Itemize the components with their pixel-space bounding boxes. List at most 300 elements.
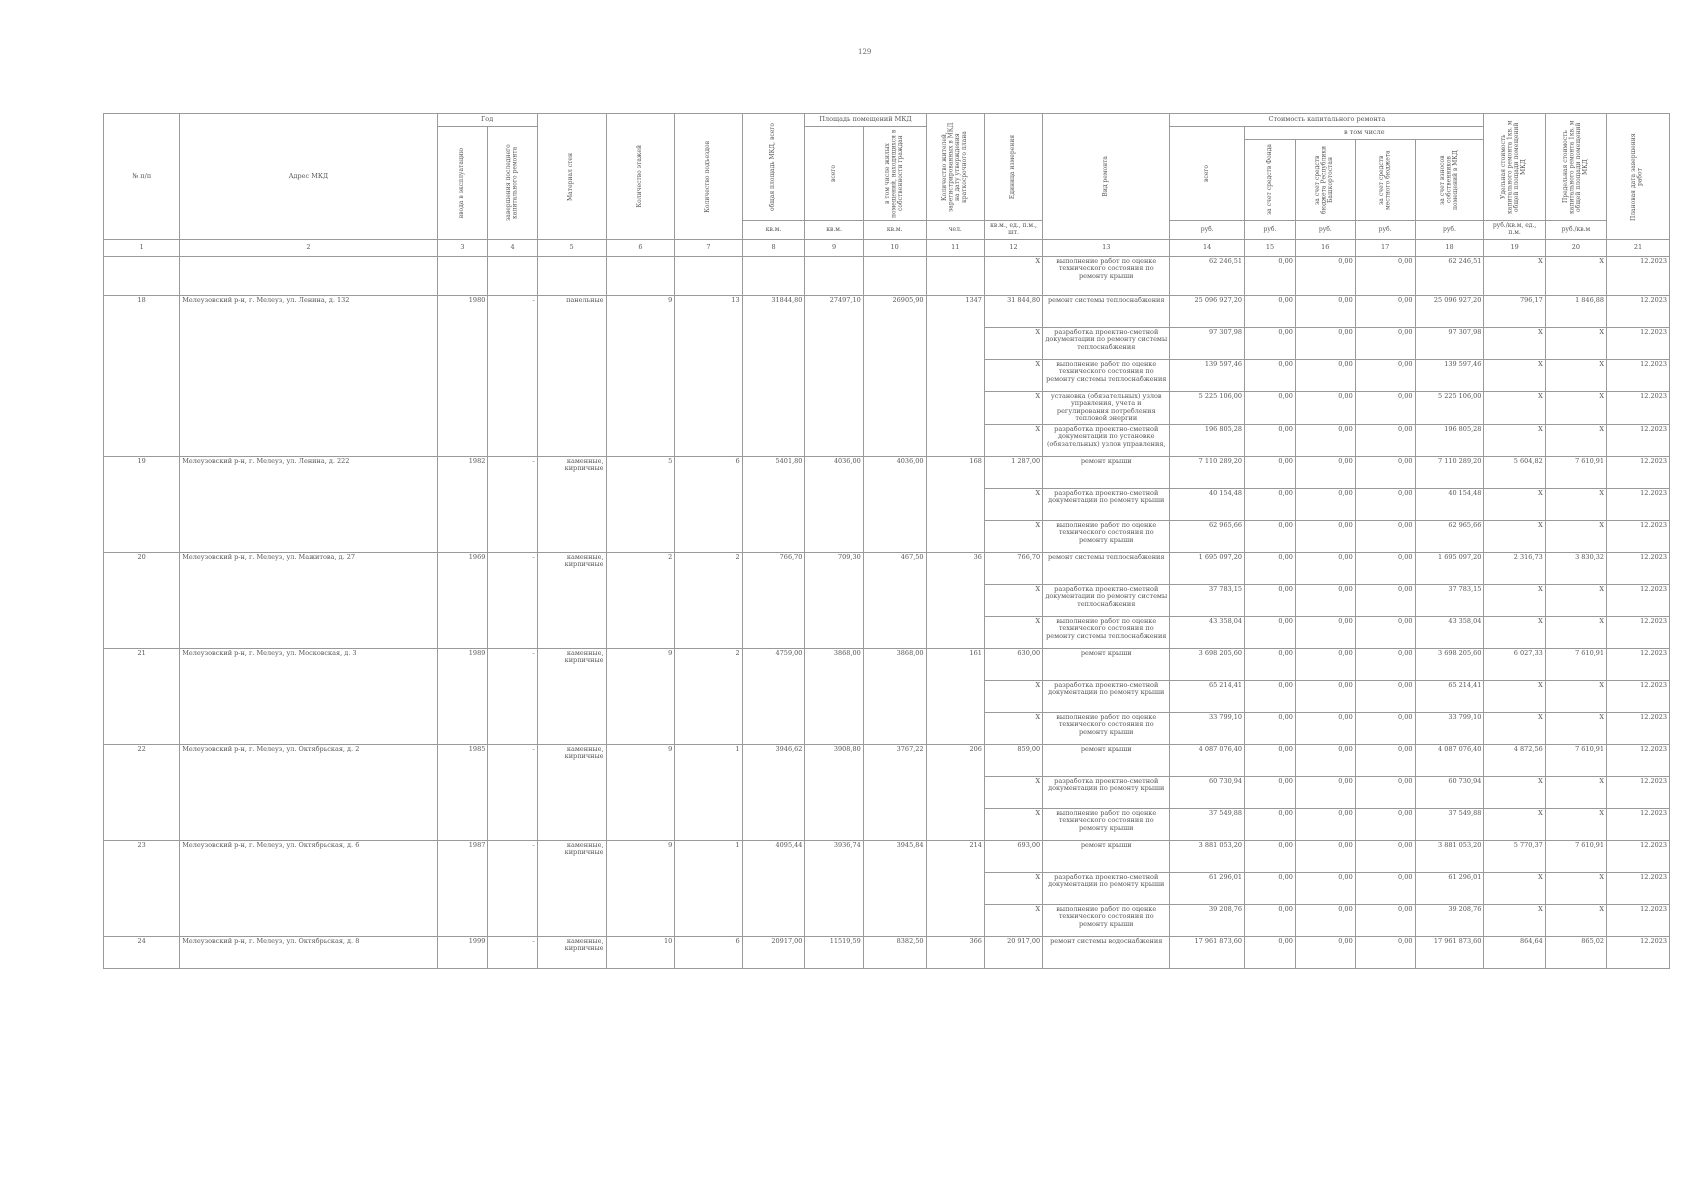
cell-owners: 4 087 076,40 [1415,744,1484,776]
header-floors-text: Количество этажей [636,145,644,208]
cell-owners: 1 695 097,20 [1415,552,1484,584]
header-wall-material-text: Материал стен [567,152,575,201]
cell-fund: 0,00 [1245,360,1296,392]
cell-repair: ремонт системы теплоснабжения [1043,296,1170,328]
cell-repair: разработка проектно-сметной документации по установке (обязательных) узлов управления, [1043,424,1170,456]
cell-total: 39 208,76 [1170,904,1245,936]
header-specific-cost-text: Удельная стоимость капитального ремонта 1кв. м общей площади помещений МКД [1500,120,1528,214]
cell-unit: 1 287,00 [984,456,1042,488]
column-number: 15 [1245,240,1296,257]
cell-unit: X [984,257,1042,296]
cell-repair: выполнение работ по оценке технического состояния по ремонту крыши [1043,712,1170,744]
cell-premises-total: 27497,10 [805,296,863,457]
column-number-row [104,240,1670,257]
cell-republic: 0,00 [1295,520,1355,552]
cell-republic: 0,00 [1295,616,1355,648]
cell-repair: ремонт крыши [1043,648,1170,680]
header-premises-total [805,127,863,221]
cell [104,257,180,296]
cell-max: 1 846,88 [1545,296,1606,328]
cell-max: X [1545,520,1606,552]
header-year: Год [437,114,537,127]
cell-unit: 766,70 [984,552,1042,584]
building-row [104,552,1670,584]
cell-local: 0,00 [1355,257,1415,296]
cell-total: 17 961 873,60 [1170,936,1245,968]
cell-date: 12.2023 [1607,680,1670,712]
header-cost-republic [1295,140,1355,221]
cell-repair: ремонт крыши [1043,456,1170,488]
cell-max: X [1545,257,1606,296]
cell-date: 12.2023 [1607,808,1670,840]
cell-fund: 0,00 [1245,257,1296,296]
header-unit-text: Единица измерения [1009,134,1017,200]
cell-max: 7 610,91 [1545,744,1606,776]
cell-fund: 0,00 [1245,424,1296,456]
cell-premises-res: 3767,22 [863,744,926,840]
column-number: 8 [742,240,805,257]
cell-total: 40 154,48 [1170,488,1245,520]
header-entrances [675,114,742,240]
cell-local: 0,00 [1355,488,1415,520]
unit-max-cost: руб./кв.м [1545,221,1606,240]
cell-floors: 9 [606,296,675,457]
cell-republic: 0,00 [1295,296,1355,328]
cell-repair: разработка проектно-сметной документации по ремонту крыши [1043,872,1170,904]
cell-year: 1980 [437,296,488,457]
cell-total: 5 225 106,00 [1170,392,1245,425]
cell-unit: X [984,584,1042,616]
cell-entrances: 6 [675,456,742,552]
building-row [104,296,1670,328]
cell-local: 0,00 [1355,744,1415,776]
cell-fund: 0,00 [1245,872,1296,904]
cell-total-area: 766,70 [742,552,805,648]
cell-republic: 0,00 [1295,328,1355,360]
cell-spec: X [1484,776,1545,808]
header-premises-residential [863,127,926,221]
unit-cost-republic: руб. [1295,221,1355,240]
cell-spec: 864,64 [1484,936,1545,968]
cell-entrances: 2 [675,648,742,744]
cell [805,257,863,296]
cell-repair: ремонт системы водоснабжения [1043,936,1170,968]
cell-owners: 196 805,28 [1415,424,1484,456]
cell-spec: 5 770,37 [1484,840,1545,872]
cell-total: 139 597,46 [1170,360,1245,392]
column-number: 3 [437,240,488,257]
cell-max: X [1545,808,1606,840]
cell-repair: выполнение работ по оценке технического состояния по ремонту крыши [1043,257,1170,296]
header-wall-material [537,114,606,240]
cell-local: 0,00 [1355,296,1415,328]
cell-republic: 0,00 [1295,936,1355,968]
cell-max: X [1545,360,1606,392]
cell-local: 0,00 [1355,328,1415,360]
cell-unit: X [984,488,1042,520]
cell-max: X [1545,904,1606,936]
cell-spec: 5 604,82 [1484,456,1545,488]
cell-total-area: 3946,62 [742,744,805,840]
cell-address: Мелеузовский р-н, г. Мелеуз, ул. Октябрьская, д. 8 [180,936,437,968]
cell-unit: X [984,616,1042,648]
cell-local: 0,00 [1355,616,1415,648]
cell-republic: 0,00 [1295,584,1355,616]
cell-date: 12.2023 [1607,744,1670,776]
cell-spec: X [1484,520,1545,552]
cell-total: 60 730,94 [1170,776,1245,808]
cell-republic: 0,00 [1295,456,1355,488]
cell-year: 1987 [437,840,488,936]
cell-date: 12.2023 [1607,488,1670,520]
cell-fund: 0,00 [1245,552,1296,584]
cell-local: 0,00 [1355,872,1415,904]
cell-date: 12.2023 [1607,712,1670,744]
cell-max: 7 610,91 [1545,840,1606,872]
cell-total-area: 4095,44 [742,840,805,936]
cell-spec: X [1484,680,1545,712]
header-repair-type-text: Вид ремонта [1101,156,1109,197]
cell-num: 19 [104,456,180,552]
cell-owners: 5 225 106,00 [1415,392,1484,425]
header-repair-type [1043,114,1170,240]
cell-premises-res: 3945,84 [863,840,926,936]
cell-owners: 37 549,88 [1415,808,1484,840]
header-specific-cost [1484,114,1545,221]
cell-premises-res: 3868,00 [863,648,926,744]
cell-residents: 36 [926,552,984,648]
cell-owners: 7 110 289,20 [1415,456,1484,488]
cell-owners: 39 208,76 [1415,904,1484,936]
unit-cost-owners: руб. [1415,221,1484,240]
cell-unit: 31 844,80 [984,296,1042,328]
unit-premises-total: кв.м. [805,221,863,240]
cell-floors: 9 [606,744,675,840]
cell-material: каменные, кирпичные [537,456,606,552]
cell-material: каменные, кирпичные [537,840,606,936]
cell-date: 12.2023 [1607,616,1670,648]
cell-spec: X [1484,712,1545,744]
header-year-commission [437,127,488,240]
cell-unit: 20 917,00 [984,936,1042,968]
cell-owners: 60 730,94 [1415,776,1484,808]
header-cost-local [1355,140,1415,221]
cell-total: 65 214,41 [1170,680,1245,712]
cell-num: 18 [104,296,180,457]
cell-unit: 859,00 [984,744,1042,776]
cell-residents: 206 [926,744,984,840]
header-year-last-repair-text: завершения последнего капитального ремонта [504,144,519,222]
column-number: 7 [675,240,742,257]
cell-entrances: 13 [675,296,742,457]
cell-unit: X [984,392,1042,425]
cell-owners: 97 307,98 [1415,328,1484,360]
cell-material: каменные, кирпичные [537,936,606,968]
cell-floors: 9 [606,840,675,936]
capital-repair-table [103,113,1670,969]
column-number: 14 [1170,240,1245,257]
cell-repair: ремонт системы теплоснабжения [1043,552,1170,584]
cell-republic: 0,00 [1295,744,1355,776]
cell-entrances: 6 [675,936,742,968]
cell-date: 12.2023 [1607,552,1670,584]
cell-total: 33 799,10 [1170,712,1245,744]
column-number: 4 [488,240,537,257]
header-total-area [742,114,805,221]
cell-unit: 693,00 [984,840,1042,872]
cell-owners: 25 096 927,20 [1415,296,1484,328]
cell-num: 20 [104,552,180,648]
cell-unit: X [984,328,1042,360]
cell-max: X [1545,584,1606,616]
cell-spec: 796,17 [1484,296,1545,328]
cell-premises-total: 709,30 [805,552,863,648]
cell-last-repair: - [488,840,537,936]
cell-unit: X [984,360,1042,392]
cell-local: 0,00 [1355,360,1415,392]
cell-owners: 33 799,10 [1415,712,1484,744]
cell-local: 0,00 [1355,520,1415,552]
cell-total: 37 549,88 [1170,808,1245,840]
header-total-area-text: общая площадь МКД, всего [769,122,777,212]
cell-repair: выполнение работ по оценке технического состояния по ремонту крыши [1043,808,1170,840]
cell-republic: 0,00 [1295,712,1355,744]
building-row [104,936,1670,968]
header-planned-date [1607,114,1670,240]
cell-repair: разработка проектно-сметной документации по ремонту крыши [1043,488,1170,520]
cell-repair: установка (обязательных) узлов управления, учета и регулирования потребления тепловой энергии [1043,392,1170,425]
cell-max: 3 830,32 [1545,552,1606,584]
cell-total-area: 4759,00 [742,648,805,744]
header-floors [606,114,675,240]
cell-date: 12.2023 [1607,936,1670,968]
unit-residents: чел. [926,221,984,240]
unit-measure: кв.м., ед., п.м., шт. [984,221,1042,240]
cell-last-repair: - [488,296,537,457]
cell-unit: X [984,808,1042,840]
cell-max: X [1545,616,1606,648]
cell-spec: 4 872,56 [1484,744,1545,776]
cell-unit: X [984,904,1042,936]
cell-republic: 0,00 [1295,424,1355,456]
cell-fund: 0,00 [1245,648,1296,680]
cell-repair: разработка проектно-сметной документации по ремонту крыши [1043,776,1170,808]
cell-owners: 40 154,48 [1415,488,1484,520]
cell-premises-res: 4036,00 [863,456,926,552]
header-residents [926,114,984,221]
cell [863,257,926,296]
cell-fund: 0,00 [1245,296,1296,328]
cell-premises-total: 3936,74 [805,840,863,936]
cell-fund: 0,00 [1245,680,1296,712]
cell-date: 12.2023 [1607,257,1670,296]
cell-residents: 1347 [926,296,984,457]
cell-max: X [1545,776,1606,808]
cell-total: 61 296,01 [1170,872,1245,904]
cell-max: X [1545,488,1606,520]
capital-repair-table-sheet [103,113,1670,969]
cell-republic: 0,00 [1295,680,1355,712]
unit-cost-fund: руб. [1245,221,1296,240]
header-cost-group: Стоимость капитального ремонта [1170,114,1484,127]
cell-max: X [1545,392,1606,425]
cell-owners: 62 965,66 [1415,520,1484,552]
cell-max: X [1545,872,1606,904]
column-number: 20 [1545,240,1606,257]
cell-republic: 0,00 [1295,392,1355,425]
cell-date: 12.2023 [1607,360,1670,392]
unit-total-area: кв.м. [742,221,805,240]
header-year-last-repair [488,127,537,240]
cell-fund: 0,00 [1245,392,1296,425]
building-row [104,744,1670,776]
page-number: 129 [858,48,872,56]
cell-total: 62 246,51 [1170,257,1245,296]
cell-total: 1 695 097,20 [1170,552,1245,584]
cell-last-repair: - [488,648,537,744]
header-premises-total-text: всего [829,164,837,183]
cell-premises-res: 8382,50 [863,936,926,968]
cell-entrances: 2 [675,552,742,648]
cell-address: Мелеузовский р-н, г. Мелеуз, ул. Ленина, д. 132 [180,296,437,457]
header-cost-owners-text: за счет взносов собственников помещений в МКД [1438,150,1459,210]
cell-fund: 0,00 [1245,808,1296,840]
header-cost-local-text: за счет средств местного бюджета [1377,150,1392,210]
cell-fund: 0,00 [1245,456,1296,488]
cell-local: 0,00 [1355,840,1415,872]
cell-owners: 43 358,04 [1415,616,1484,648]
cell-floors: 2 [606,552,675,648]
cell-date: 12.2023 [1607,520,1670,552]
cell-local: 0,00 [1355,776,1415,808]
cell-republic: 0,00 [1295,648,1355,680]
unit-cost-local: руб. [1355,221,1415,240]
cell-spec: X [1484,392,1545,425]
cell-republic: 0,00 [1295,360,1355,392]
unit-cost-total: руб. [1170,221,1245,240]
cell-fund: 0,00 [1245,584,1296,616]
header-year-commission-text: ввода в эксплуатацию [458,147,466,219]
cell [926,257,984,296]
cell-spec: X [1484,328,1545,360]
cell-local: 0,00 [1355,904,1415,936]
cell-local: 0,00 [1355,392,1415,425]
cell-local: 0,00 [1355,552,1415,584]
cell-date: 12.2023 [1607,584,1670,616]
cell-total-area: 31844,80 [742,296,805,457]
cell-total: 62 965,66 [1170,520,1245,552]
cell-fund: 0,00 [1245,520,1296,552]
cell-unit: X [984,520,1042,552]
cell-material: панельные [537,296,606,457]
cell-entrances: 1 [675,840,742,936]
cell [180,257,437,296]
cell-spec: X [1484,424,1545,456]
cell-max: 7 610,91 [1545,456,1606,488]
cell-premises-res: 26905,90 [863,296,926,457]
column-number: 9 [805,240,863,257]
cell-repair: ремонт крыши [1043,840,1170,872]
building-row [104,840,1670,872]
cell-year: 1985 [437,744,488,840]
cell-total: 43 358,04 [1170,616,1245,648]
cell-material: каменные, кирпичные [537,744,606,840]
cell-total: 4 087 076,40 [1170,744,1245,776]
column-number: 5 [537,240,606,257]
cell-owners: 3 881 053,20 [1415,840,1484,872]
cell-last-repair: - [488,936,537,968]
cell-repair: разработка проектно-сметной документации по ремонту крыши [1043,680,1170,712]
column-number: 2 [180,240,437,257]
cell-date: 12.2023 [1607,776,1670,808]
cell-total: 196 805,28 [1170,424,1245,456]
cell-local: 0,00 [1355,648,1415,680]
cell-material: каменные, кирпичные [537,552,606,648]
column-number: 12 [984,240,1042,257]
cell [488,257,537,296]
cell-fund: 0,00 [1245,328,1296,360]
cell-repair: выполнение работ по оценке технического состояния по ремонту системы теплоснабжения [1043,616,1170,648]
cell-spec: X [1484,584,1545,616]
column-number: 16 [1295,240,1355,257]
cell-republic: 0,00 [1295,840,1355,872]
cell-fund: 0,00 [1245,904,1296,936]
cell-premises-total: 11519,59 [805,936,863,968]
cell-unit: X [984,872,1042,904]
cell-floors: 9 [606,648,675,744]
cell-floors: 10 [606,936,675,968]
cell-date: 12.2023 [1607,904,1670,936]
header-cost-republic-text: за счет средств бюджета Республики Башкортостан [1314,145,1335,215]
cell-num: 22 [104,744,180,840]
cell-unit: X [984,712,1042,744]
cell [606,257,675,296]
cell-fund: 0,00 [1245,712,1296,744]
cell-premises-total: 4036,00 [805,456,863,552]
column-number: 19 [1484,240,1545,257]
header-residents-text: Количество жителей, зарегистрированных в МКД на дату утверждения краткосрочного плана [941,122,968,212]
building-row [104,648,1670,680]
cell-premises-total: 3868,00 [805,648,863,744]
cell-unit: X [984,424,1042,456]
cell-last-repair: - [488,744,537,840]
cell-date: 12.2023 [1607,840,1670,872]
header-cost-fund [1245,140,1296,221]
cell-spec: 6 027,33 [1484,648,1545,680]
cell [537,257,606,296]
cell [437,257,488,296]
header-max-cost-text: Предельная стоимость капитального ремонта 1кв. м общей площади помещений МКД [1561,120,1589,214]
cell-spec: 2 316,73 [1484,552,1545,584]
cell-date: 12.2023 [1607,424,1670,456]
cell-republic: 0,00 [1295,808,1355,840]
cell-address: Мелеузовский р-н, г. Мелеуз, ул. Октябрьская, д. 2 [180,744,437,840]
cell-last-repair: - [488,552,537,648]
column-number: 11 [926,240,984,257]
cell-unit: X [984,776,1042,808]
cell-year: 1999 [437,936,488,968]
cell-entrances: 1 [675,744,742,840]
cell-spec: X [1484,872,1545,904]
unit-specific-cost: руб./кв.м, ед., п.м. [1484,221,1545,240]
cell-total: 3 881 053,20 [1170,840,1245,872]
cell-spec: X [1484,904,1545,936]
cell-fund: 0,00 [1245,488,1296,520]
cell-num: 24 [104,936,180,968]
cell [742,257,805,296]
cell-address: Мелеузовский р-н, г. Мелеуз, ул. Московская, д. 3 [180,648,437,744]
cell-repair: разработка проектно-сметной документации по ремонту системы теплоснабжения [1043,328,1170,360]
